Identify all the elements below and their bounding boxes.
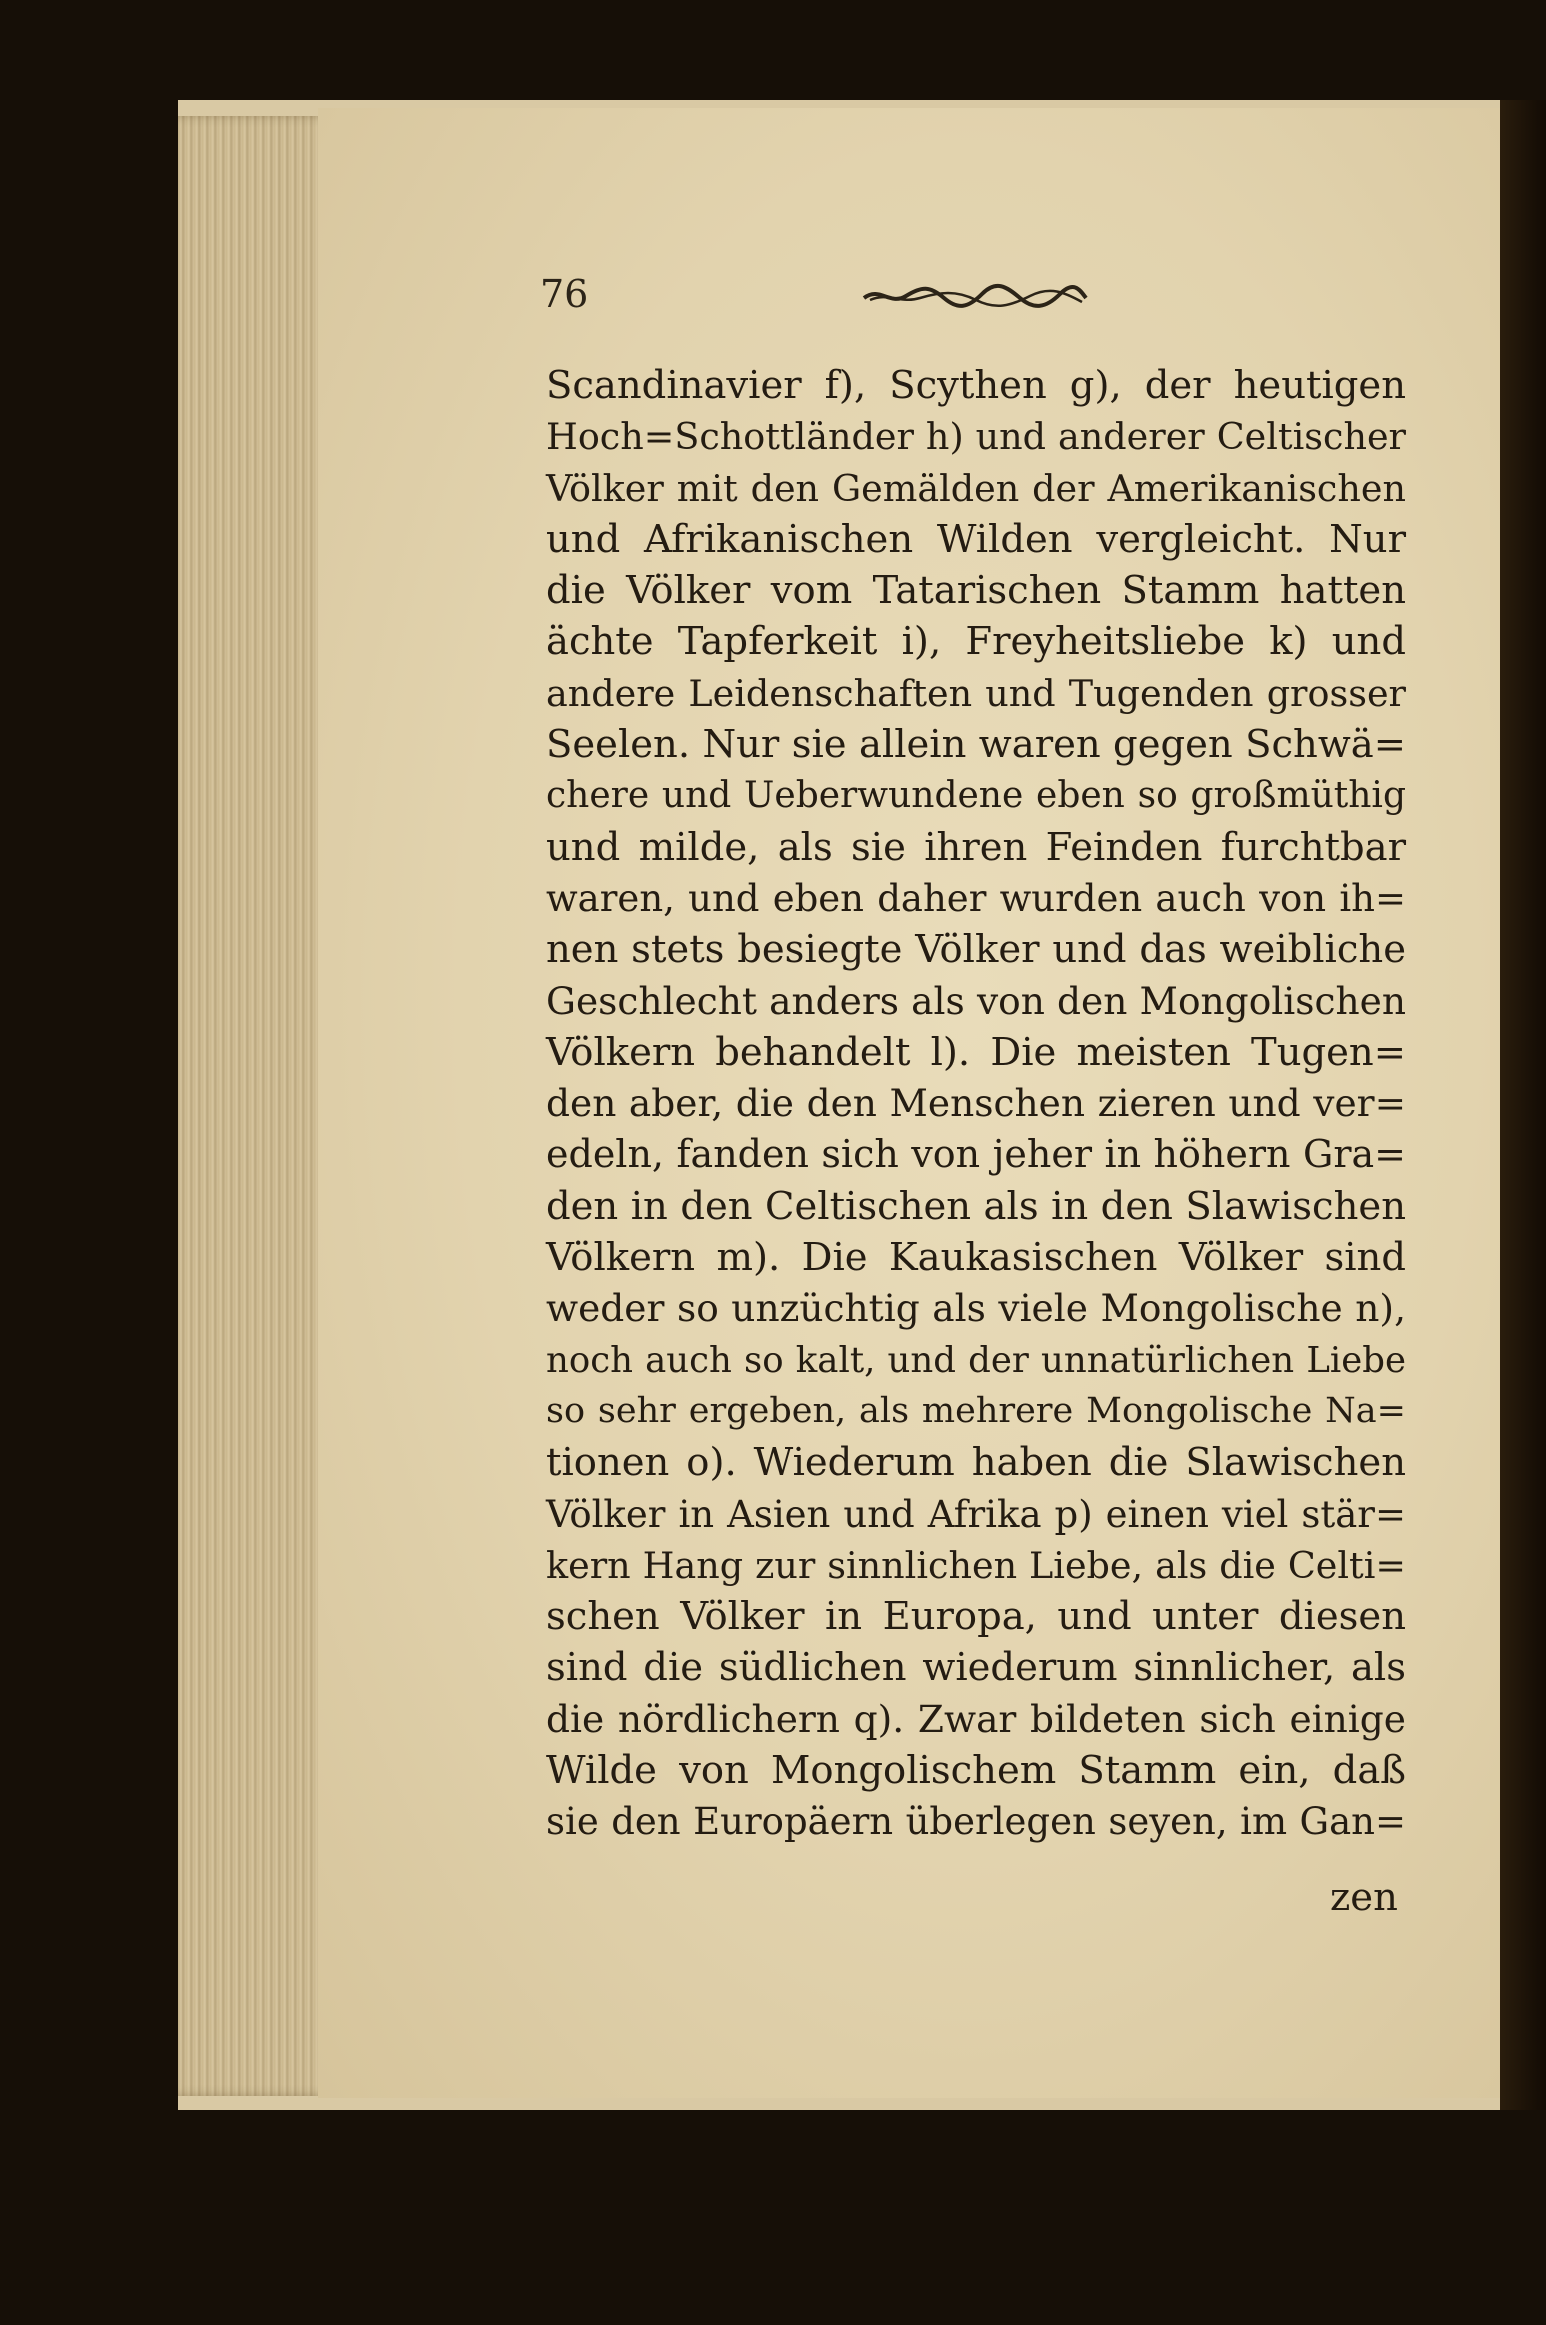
text-line: weder so unzüchtig als viele Mongolische n), (546, 1286, 1406, 1331)
text-line: edeln, fanden sich von jeher in höhern Gra= (546, 1132, 1406, 1177)
text-line: andere Leidenschaften und Tugenden grosser (546, 671, 1406, 715)
text-line: und milde, als sie ihren Feinden furchtbar (546, 824, 1406, 870)
text-line: Seelen. Nur sie allein waren gegen Schwä= (546, 722, 1406, 768)
text-line: ächte Tapferkeit i), Freyheitsliebe k) und (546, 619, 1406, 665)
text-line: kern Hang zur sinnlichen Liebe, als die Celti= (546, 1543, 1406, 1587)
catchword: zen (1330, 1875, 1398, 1920)
text-line: sie den Europäern überlegen seyen, im Gan= (546, 1800, 1406, 1844)
text-line: so sehr ergeben, als mehrere Mongolische Na= (546, 1390, 1406, 1431)
text-line: Hoch=Schottländer h) und anderer Celtischer (546, 415, 1406, 459)
text-line: waren, und eben daher wurden auch von ih= (546, 876, 1406, 920)
text-line: Scandinavier f), Scythen g), der heutigen (546, 363, 1406, 408)
decorative-rule-icon (860, 282, 1090, 310)
text-line: Wilde von Mongolischem Stamm ein, daß (546, 1748, 1406, 1794)
text-line: Völkern behandelt l). Die meisten Tugen= (546, 1029, 1406, 1075)
text-line: Völkern m). Die Kaukasischen Völker sind (546, 1235, 1406, 1281)
text-line: Geschlecht anders als von den Mongolischen (546, 978, 1406, 1023)
text-line: noch auch so kalt, und der unnatürlichen Liebe (546, 1339, 1406, 1381)
text-line: und Afrikanischen Wilden vergleicht. Nur (546, 516, 1406, 562)
text-line: tionen o). Wiederum haben die Slawischen (546, 1440, 1406, 1486)
text-line: schen Völker in Europa, und unter diesen (546, 1594, 1406, 1640)
text-line: chere und Ueberwundene eben so großmüthig (546, 775, 1406, 817)
page-number: 76 (540, 272, 589, 316)
text-line: nen stets besiegte Völker und das weibliche (546, 927, 1406, 973)
body-text (546, 360, 1406, 1848)
page-header (540, 272, 1100, 322)
book-cover-edge (1500, 100, 1546, 2110)
page-edges (178, 116, 338, 2096)
text-line: sind die südlichen wiederum sinnlicher, als (546, 1645, 1406, 1691)
text-line: Völker mit den Gemälden der Amerikanischen (546, 466, 1406, 510)
text-line: den in den Celtischen als in den Slawischen (546, 1183, 1406, 1229)
text-line: den aber, die den Menschen zieren und ver= (546, 1081, 1406, 1126)
text-line: die nördlichern q). Zwar bildeten sich einige (546, 1696, 1406, 1741)
text-line: die Völker vom Tatarischen Stamm hatten (546, 568, 1406, 614)
text-line: Völker in Asien und Afrika p) einen viel stär= (546, 1492, 1406, 1536)
